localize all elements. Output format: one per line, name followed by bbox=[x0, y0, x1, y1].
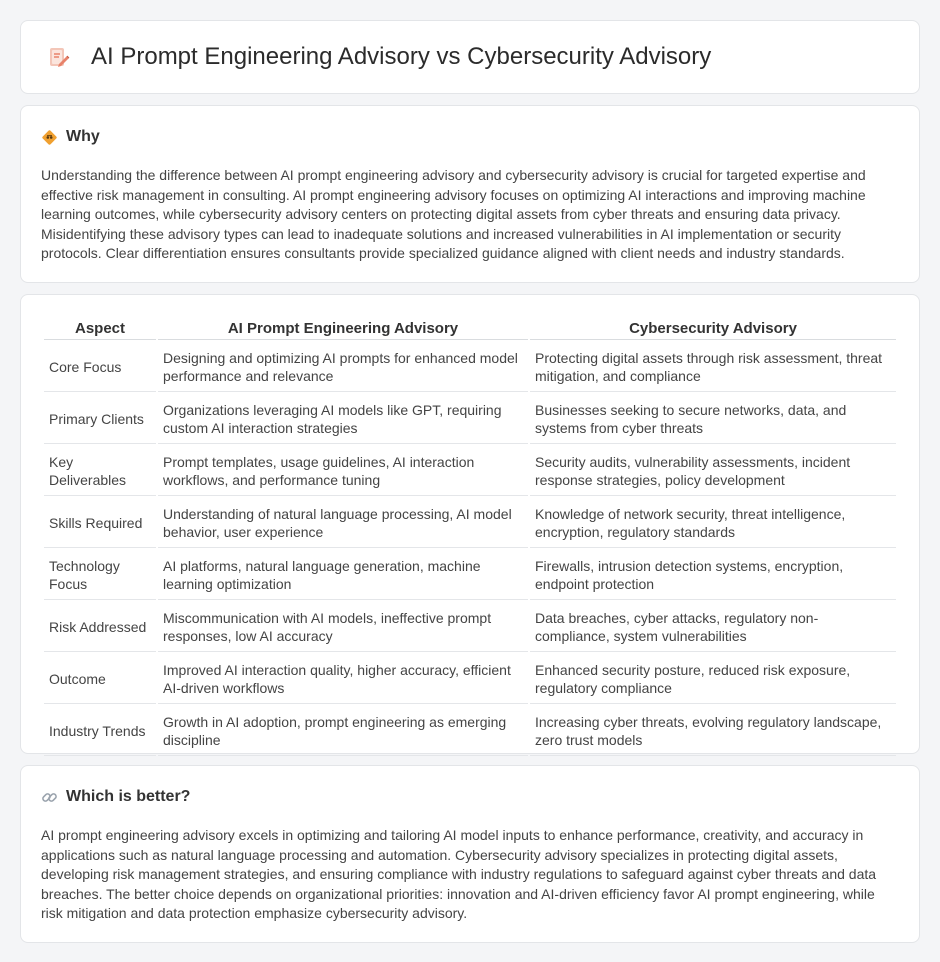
row-aspect: Outcome bbox=[44, 654, 156, 704]
row-aspect: Primary Clients bbox=[44, 394, 156, 444]
better-heading: Which is better? bbox=[66, 788, 191, 805]
row-ai-prompt: Miscommunication with AI models, ineffective prompt responses, low AI accuracy bbox=[158, 602, 528, 652]
better-header bbox=[41, 788, 899, 806]
why-section bbox=[20, 105, 920, 283]
row-ai-prompt: Organizations leveraging AI models like GPT, requiring custom AI interaction strategies bbox=[158, 394, 528, 444]
row-aspect: Technology Focus bbox=[44, 550, 156, 600]
row-aspect: Industry Trends bbox=[44, 706, 156, 756]
column-header-cybersecurity: Cybersecurity Advisory bbox=[530, 317, 896, 340]
row-aspect: Skills Required bbox=[44, 498, 156, 548]
table-row bbox=[44, 394, 896, 444]
row-ai-prompt: Understanding of natural language processing, AI model behavior, user experience bbox=[158, 498, 528, 548]
column-header-ai-prompt: AI Prompt Engineering Advisory bbox=[158, 317, 528, 340]
row-cybersecurity: Firewalls, intrusion detection systems, encryption, endpoint protection bbox=[530, 550, 896, 600]
why-body: Understanding the difference between AI prompt engineering advisory and cybersecurity advisory is crucial for targeted expertise and effective risk management in consulting. AI prompt engineering advisory focuses on optimizing AI interactions and improving machine learning outcomes, while cybersecurity advisory centers on protecting digital assets from cyber threats and ensuring data privacy. Misidentifying these advisory types can lead to inadequate solutions and increased vulnerabilities in AI implementation or security protocols. Clear differentiation ensures consultants provide specialized guidance aligned with client needs and industry standards. bbox=[41, 167, 866, 262]
row-cybersecurity: Increasing cyber threats, evolving regulatory landscape, zero trust models bbox=[530, 706, 896, 756]
row-cybersecurity: Businesses seeking to secure networks, data, and systems from cyber threats bbox=[530, 394, 896, 444]
table-row bbox=[44, 602, 896, 652]
row-cybersecurity: Enhanced security posture, reduced risk exposure, regulatory compliance bbox=[530, 654, 896, 704]
better-body: AI prompt engineering advisory excels in optimizing and tailoring AI model inputs to enhance performance, creativity, and accuracy in applications such as natural language processing and automation. Cybersecurity advisory specializes in protecting digital assets, developing risk management strategies, and ensuring compliance with industry regulations to safeguard against cyber threats and data breaches. The better choice depends on organizational priorities: innovation and AI-driven efficiency favor AI prompt engineering, while risk mitigation and data protection emphasize cybersecurity advisory. bbox=[41, 827, 877, 922]
table-row bbox=[44, 342, 896, 392]
table-row bbox=[44, 498, 896, 548]
row-aspect: Risk Addressed bbox=[44, 602, 156, 652]
title-card bbox=[20, 20, 920, 94]
column-header-aspect: Aspect bbox=[44, 317, 156, 340]
document-edit-icon bbox=[47, 45, 71, 69]
row-cybersecurity: Protecting digital assets through risk assessment, threat mitigation, and compliance bbox=[530, 342, 896, 392]
link-icon bbox=[41, 789, 58, 806]
table-row bbox=[44, 550, 896, 600]
row-ai-prompt: Prompt templates, usage guidelines, AI interaction workflows, and performance tuning bbox=[158, 446, 528, 496]
row-ai-prompt: Growth in AI adoption, prompt engineering as emerging discipline bbox=[158, 706, 528, 756]
row-ai-prompt: Improved AI interaction quality, higher accuracy, efficient AI-driven workflows bbox=[158, 654, 528, 704]
row-aspect: Key Deliverables bbox=[44, 446, 156, 496]
row-cybersecurity: Data breaches, cyber attacks, regulatory non-compliance, system vulnerabilities bbox=[530, 602, 896, 652]
row-cybersecurity: Knowledge of network security, threat intelligence, encryption, regulatory standards bbox=[530, 498, 896, 548]
row-ai-prompt: AI platforms, natural language generation, machine learning optimization bbox=[158, 550, 528, 600]
comparison-table bbox=[42, 315, 898, 758]
table-header-row bbox=[44, 317, 896, 340]
why-heading: Why bbox=[66, 128, 100, 145]
row-ai-prompt: Designing and optimizing AI prompts for enhanced model performance and relevance bbox=[158, 342, 528, 392]
table-row bbox=[44, 654, 896, 704]
row-cybersecurity: Security audits, vulnerability assessments, incident response strategies, policy development bbox=[530, 446, 896, 496]
table-row bbox=[44, 706, 896, 756]
page-title: AI Prompt Engineering Advisory vs Cybersecurity Advisory bbox=[91, 43, 712, 70]
row-aspect: Core Focus bbox=[44, 342, 156, 392]
why-header bbox=[41, 128, 899, 146]
which-is-better-section bbox=[20, 765, 920, 943]
table-row bbox=[44, 446, 896, 496]
diamond-sign-icon bbox=[41, 129, 58, 146]
comparison-card bbox=[20, 294, 920, 754]
